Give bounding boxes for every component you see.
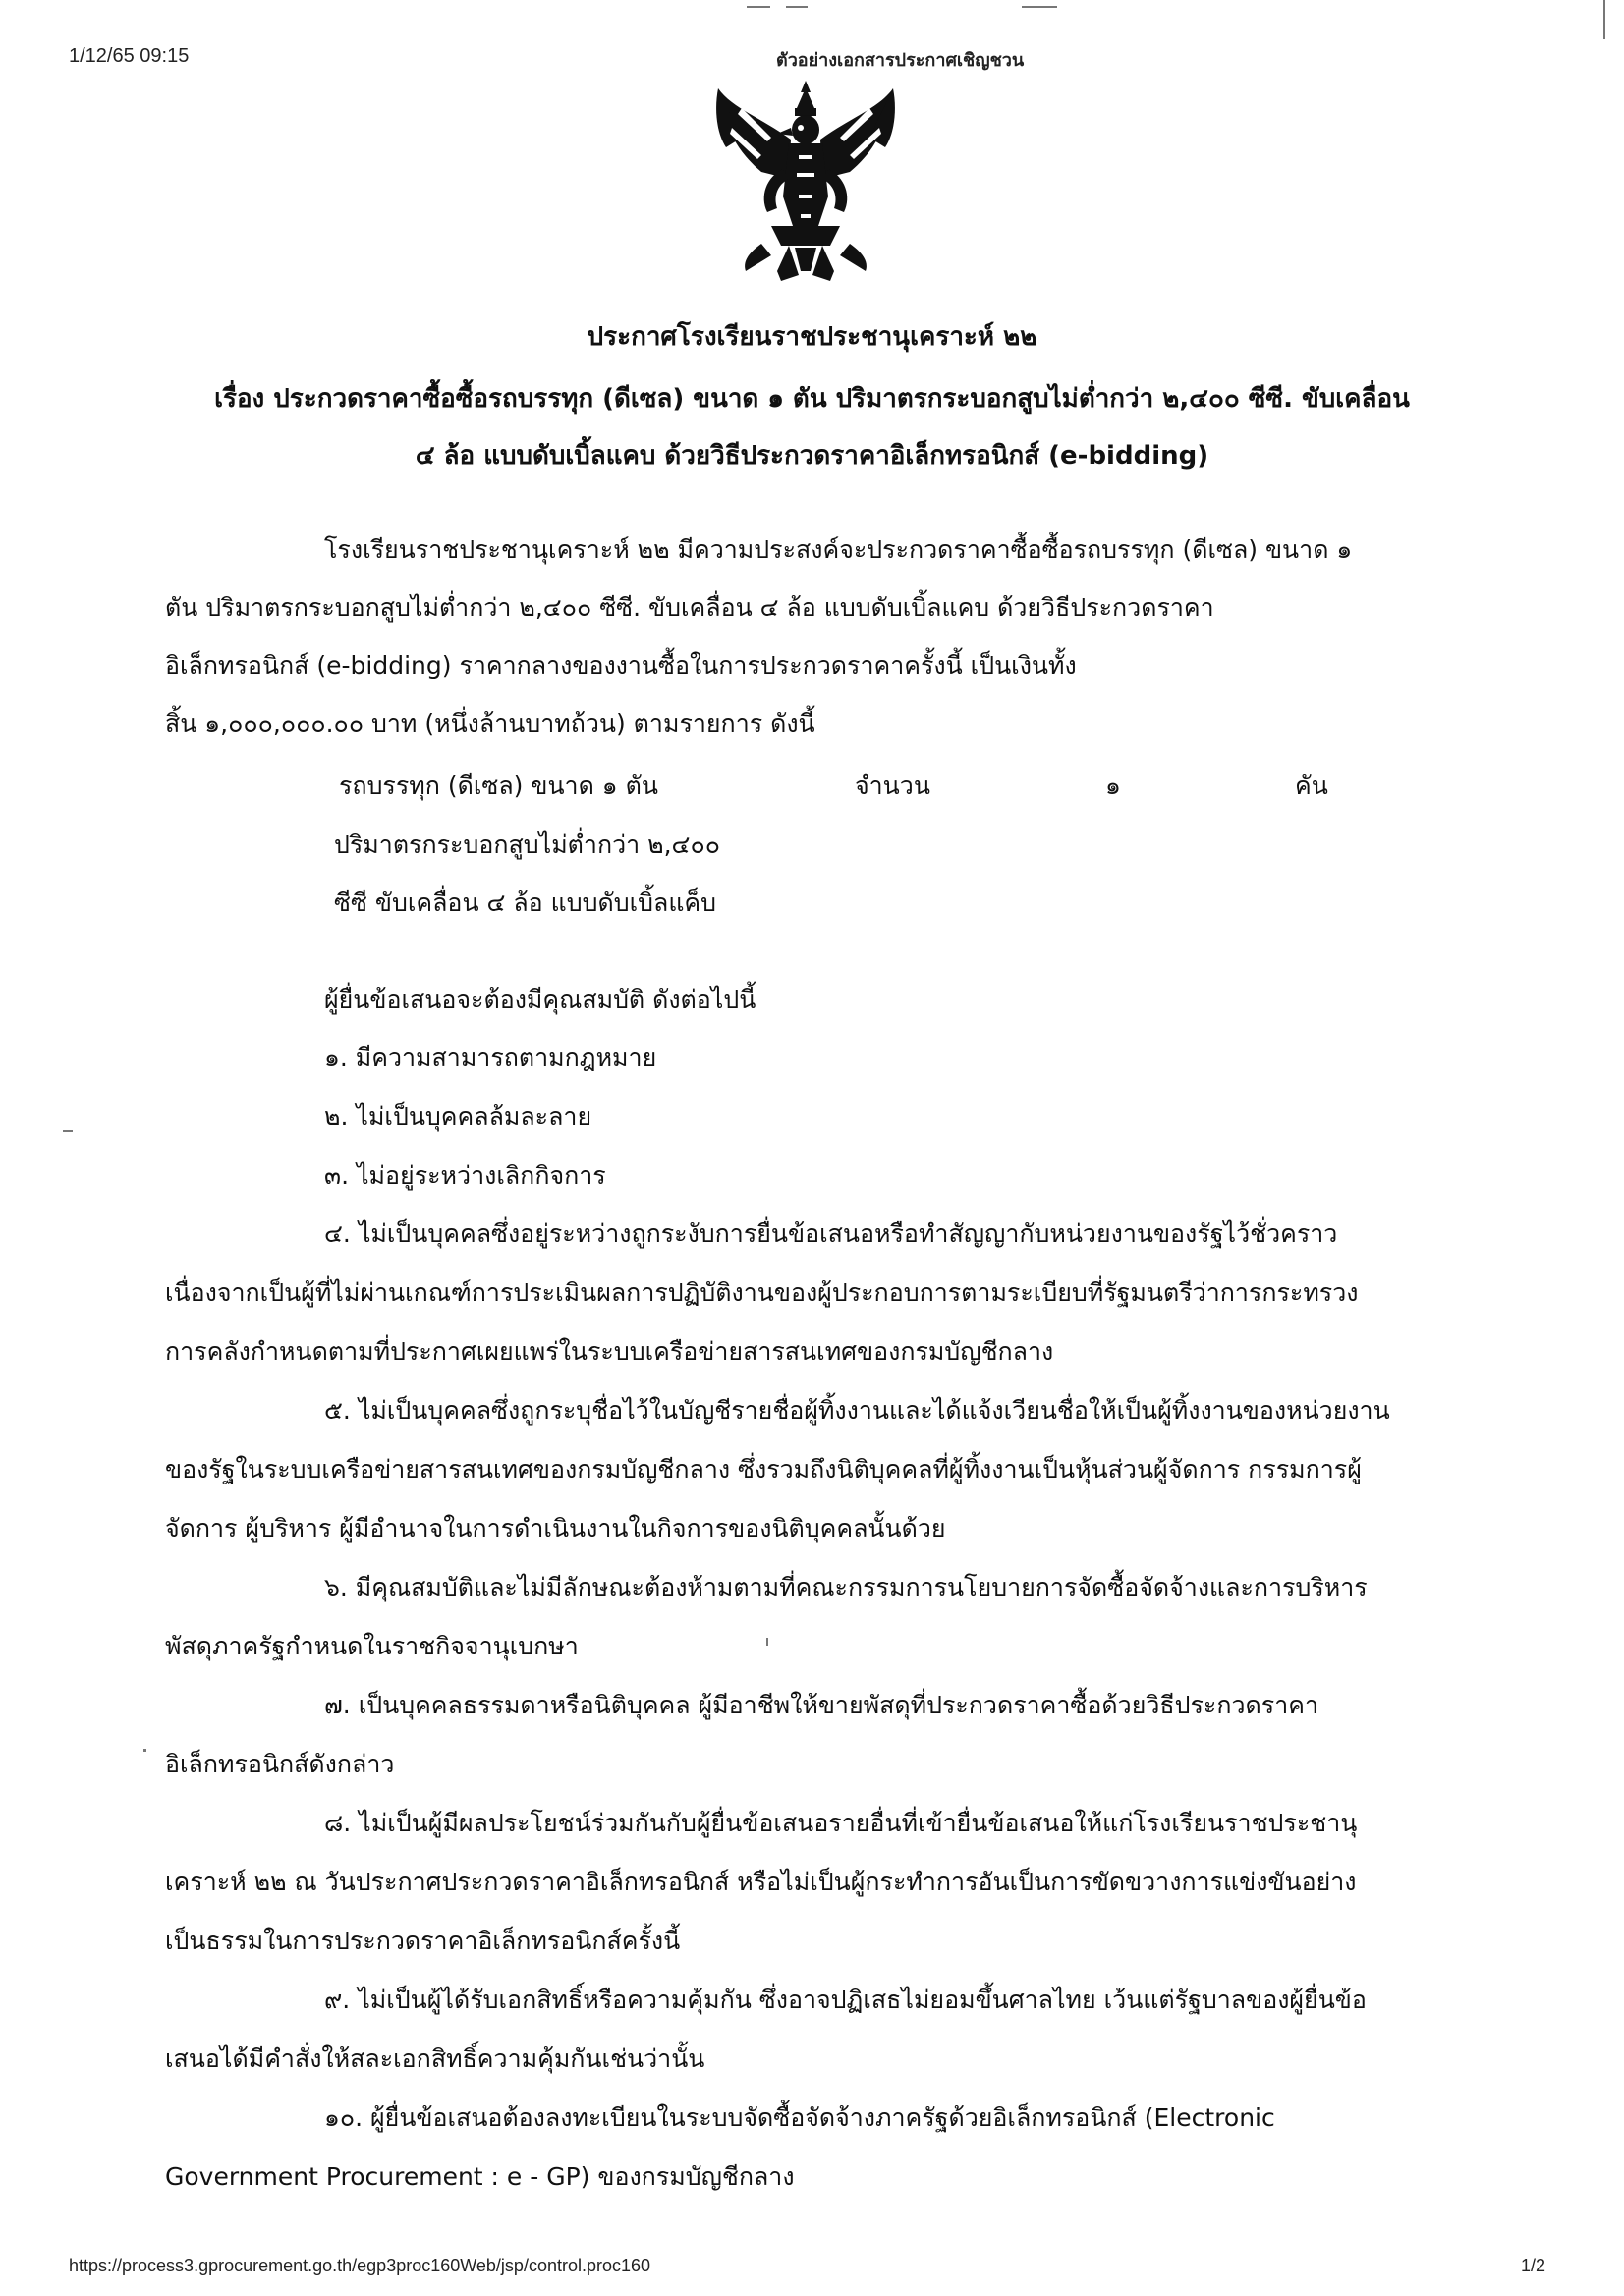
item-description: รถบรรทุก (ดีเซล) ขนาด ๑ ตัน xyxy=(339,771,658,800)
qualification-continuation: พัสดุภาครัฐกำหนดในราชกิจจานุเบกษา xyxy=(165,1632,579,1660)
scan-artifact xyxy=(1022,6,1057,8)
qualification-item: ๑. มีความสามารถตามกฎหมาย xyxy=(324,1043,657,1072)
item-qty: ๑ xyxy=(1105,771,1121,800)
subject-line-2: ๔ ล้อ แบบดับเบิ้ลแคบ ด้วยวิธีประกวดราคาอิเล็กทรอนิกส์ (e-bidding) xyxy=(415,441,1209,471)
qualification-item: ๓. ไม่อยู่ระหว่างเลิกกิจการ xyxy=(324,1161,606,1190)
qualification-continuation: เสนอได้มีคำสั่งให้สละเอกสิทธิ์ความคุ้มกันเช่นว่านั้น xyxy=(165,2044,705,2073)
header-caption: ตัวอย่างเอกสารประกาศเชิญชวน xyxy=(776,50,1025,71)
qualification-item: ๘. ไม่เป็นผู้มีผลประโยชน์ร่วมกันกับผู้ยื่นข้อเสนอรายอื่นที่เข้ายื่นข้อเสนอให้แก่โรงเรียนราชประชานุ xyxy=(324,1809,1358,1837)
intro-line: โรงเรียนราชประชานุเคราะห์ ๒๒ มีความประสงค์จะประกวดราคาซื้อซื้อรถบรรทุก (ดีเซล) ขนาด ๑ xyxy=(324,535,1353,564)
qualification-continuation: ของรัฐในระบบเครือข่ายสารสนเทศของกรมบัญชีกลาง ซึ่งรวมถึงนิติบุคคลที่ผู้ทิ้งงานเป็นหุ้นส่วนผู้จัดการ กรรมการผู้ xyxy=(165,1455,1362,1484)
qualification-item: ๒. ไม่เป็นบุคคลล้มละลาย xyxy=(324,1102,592,1131)
qualification-item: ๗. เป็นบุคคลธรรมดาหรือนิติบุคคล ผู้มีอาชีพให้ขายพัสดุที่ประกวดราคาซื้อด้วยวิธีประกวดราคา xyxy=(324,1691,1318,1719)
scan-artifact xyxy=(747,6,770,8)
qualification-item: ๕. ไม่เป็นบุคคลซึ่งถูกระบุชื่อไว้ในบัญชีรายชื่อผู้ทิ้งงานและได้แจ้งเวียนชื่อให้เป็นผู้ทิ้งงานของหน่วยงาน xyxy=(324,1396,1390,1425)
qualification-item: ๑๐. ผู้ยื่นข้อเสนอต้องลงทะเบียนในระบบจัดซื้อจัดจ้างภาครัฐด้วยอิเล็กทรอนิกส์ (Electronic xyxy=(324,2103,1275,2132)
qualifications-heading: ผู้ยื่นข้อเสนอจะต้องมีคุณสมบัติ ดังต่อไปนี้ xyxy=(324,985,756,1014)
scan-artifact xyxy=(766,1638,768,1646)
announcement-title: ประกาศโรงเรียนราชประชานุเคราะห์ ๒๒ xyxy=(587,322,1037,352)
garuda-emblem-icon xyxy=(712,79,899,285)
qualification-continuation: เคราะห์ ๒๒ ณ วันประกาศประกวดราคาอิเล็กทรอนิกส์ หรือไม่เป็นผู้กระทำการอันเป็นการขัดขวางการแข่งขันอย่าง xyxy=(165,1868,1357,1896)
print-datetime: 1/12/65 09:15 xyxy=(69,45,190,67)
intro-line: ตัน ปริมาตรกระบอกสูบไม่ต่ำกว่า ๒,๔๐๐ ซีซี. ขับเคลื่อน ๔ ล้อ แบบดับเบิ้ลแคบ ด้วยวิธีประกวดราคา xyxy=(165,593,1214,622)
scan-artifact xyxy=(143,1749,146,1752)
scan-artifact xyxy=(786,6,808,8)
qualification-continuation: Government Procurement : e - GP) ของกรมบัญชีกลาง xyxy=(165,2162,795,2191)
qualification-continuation: จัดการ ผู้บริหาร ผู้มีอำนาจในการดำเนินงานในกิจการของนิติบุคคลนั้นด้วย xyxy=(165,1514,946,1542)
qualification-continuation: การคลังกำหนดตามที่ประกาศเผยแพร่ในระบบเครือข่ายสารสนเทศของกรมบัญชีกลาง xyxy=(165,1337,1054,1366)
intro-line: อิเล็กทรอนิกส์ (e-bidding) ราคากลางของงานซื้อในการประกวดราคาครั้งนี้ เป็นเงินทั้ง xyxy=(165,651,1077,680)
qualification-item: ๖. มีคุณสมบัติและไม่มีลักษณะต้องห้ามตามที่คณะกรรมการนโยบายการจัดซื้อจัดจ้างและการบริหาร xyxy=(324,1573,1368,1601)
item-description: ปริมาตรกระบอกสูบไม่ต่ำกว่า ๒,๔๐๐ xyxy=(334,830,720,859)
scan-artifact xyxy=(1603,0,1605,39)
qualification-continuation: เป็นธรรมในการประกวดราคาอิเล็กทรอนิกส์ครั้งนี้ xyxy=(165,1927,681,1955)
qualification-item: ๔. ไม่เป็นบุคคลซึ่งอยู่ระหว่างถูกระงับการยื่นข้อเสนอหรือทำสัญญากับหน่วยงานของรัฐไว้ชั่วคราว xyxy=(324,1219,1338,1248)
page-number: 1/2 xyxy=(1521,2256,1546,2275)
item-description: ซีซี ขับเคลื่อน ๔ ล้อ แบบดับเบิ้ลแค็บ xyxy=(334,888,717,917)
source-url: https://process3.gprocurement.go.th/egp3proc160Web/jsp/control.proc160 xyxy=(69,2256,651,2275)
subject-line-1: เรื่อง ประกวดราคาซื้อซื้อรถบรรทุก (ดีเซล) ขนาด ๑ ตัน ปริมาตรกระบอกสูบไม่ต่ำกว่า ๒,๔๐๐ ซีซี. ขับเคลื่อน xyxy=(214,384,1410,414)
intro-line: สิ้น ๑,๐๐๐,๐๐๐.๐๐ บาท (หนึ่งล้านบาทถ้วน) ตามรายการ ดังนี้ xyxy=(165,709,815,738)
item-qty-label: จำนวน xyxy=(855,771,930,800)
item-unit: คัน xyxy=(1295,771,1328,800)
qualification-continuation: อิเล็กทรอนิกส์ดังกล่าว xyxy=(165,1750,395,1778)
qualification-item: ๙. ไม่เป็นผู้ได้รับเอกสิทธิ์หรือความคุ้มกัน ซึ่งอาจปฏิเสธไม่ยอมขึ้นศาลไทย เว้นแต่รัฐบาลของผู้ยื่นข้อ xyxy=(324,1986,1367,2014)
scan-artifact xyxy=(63,1130,73,1132)
qualification-continuation: เนื่องจากเป็นผู้ที่ไม่ผ่านเกณฑ์การประเมินผลการปฏิบัติงานของผู้ประกอบการตามระเบียบที่รัฐมนตรีว่าการกระทรวง xyxy=(165,1278,1359,1307)
